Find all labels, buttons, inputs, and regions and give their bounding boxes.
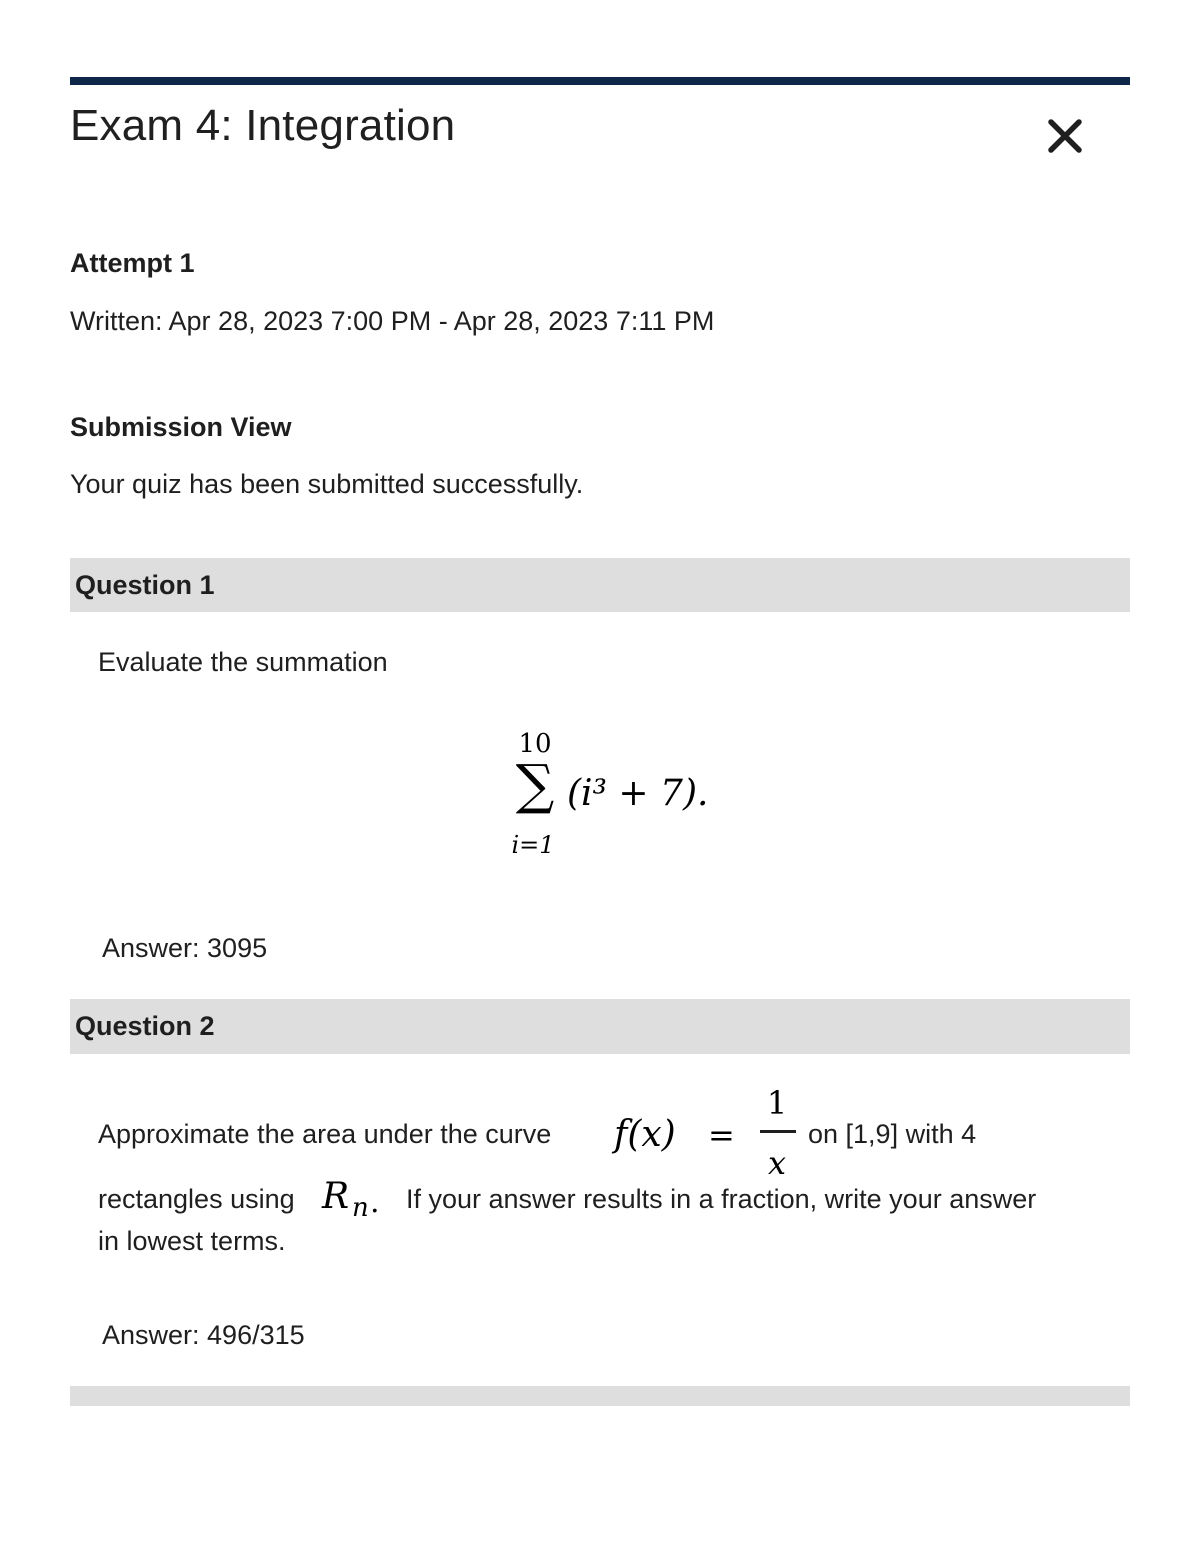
function-formula (610, 1078, 806, 1182)
svg-text:=: = (708, 1116, 735, 1154)
svg-text:f(x): f(x) (614, 1114, 676, 1155)
submission-heading: Submission View (70, 412, 292, 442)
sum-lower-limit: i=1 (511, 831, 555, 859)
summation-formula (495, 725, 755, 865)
question-2-title: Question 2 (75, 1011, 215, 1041)
question-1-title: Question 1 (75, 569, 215, 600)
fraction-bar (760, 1130, 796, 1133)
close-icon (1045, 116, 1085, 156)
question-1-prompt: Evaluate the summation (98, 647, 388, 677)
question-2-prompt-part5: in lowest terms. (98, 1226, 286, 1256)
svg-text:n: n (352, 1193, 369, 1220)
question-2-prompt-part2: on [1,9] with 4 (808, 1119, 977, 1149)
close-button[interactable] (1045, 116, 1085, 156)
rn-formula (318, 1172, 406, 1220)
question-2-prompt-part4: If your answer results in a fraction, write your answer (406, 1184, 1037, 1214)
attempt-heading: Attempt 1 (70, 248, 195, 278)
written-timestamp: Written: Apr 28, 2023 7:00 PM - Apr 28, 2023 7:11 PM (70, 306, 715, 336)
question-1-header (70, 558, 1130, 612)
svg-text:.: . (370, 1185, 380, 1220)
question-2-header (70, 999, 1130, 1054)
submission-message: Your quiz has been submitted successfully. (70, 469, 584, 499)
question-1-answer: Answer: 3095 (102, 933, 268, 963)
header-rule (70, 77, 1130, 85)
question-2-answer: Answer: 496/315 (102, 1320, 305, 1350)
section-divider (70, 1386, 1130, 1406)
svg-text:R: R (322, 1176, 350, 1217)
sum-body: (i³ + 7). (567, 773, 709, 814)
svg-text:x: x (767, 1144, 787, 1182)
page-title: Exam 4: Integration (70, 101, 456, 150)
sum-upper-limit: 10 (518, 729, 552, 759)
svg-text:1: 1 (766, 1084, 788, 1122)
question-2-prompt-part3: rectangles using (98, 1184, 295, 1214)
question-2-prompt-part1: Approximate the area under the curve (98, 1119, 552, 1149)
sigma-symbol: ∑ (515, 753, 555, 816)
